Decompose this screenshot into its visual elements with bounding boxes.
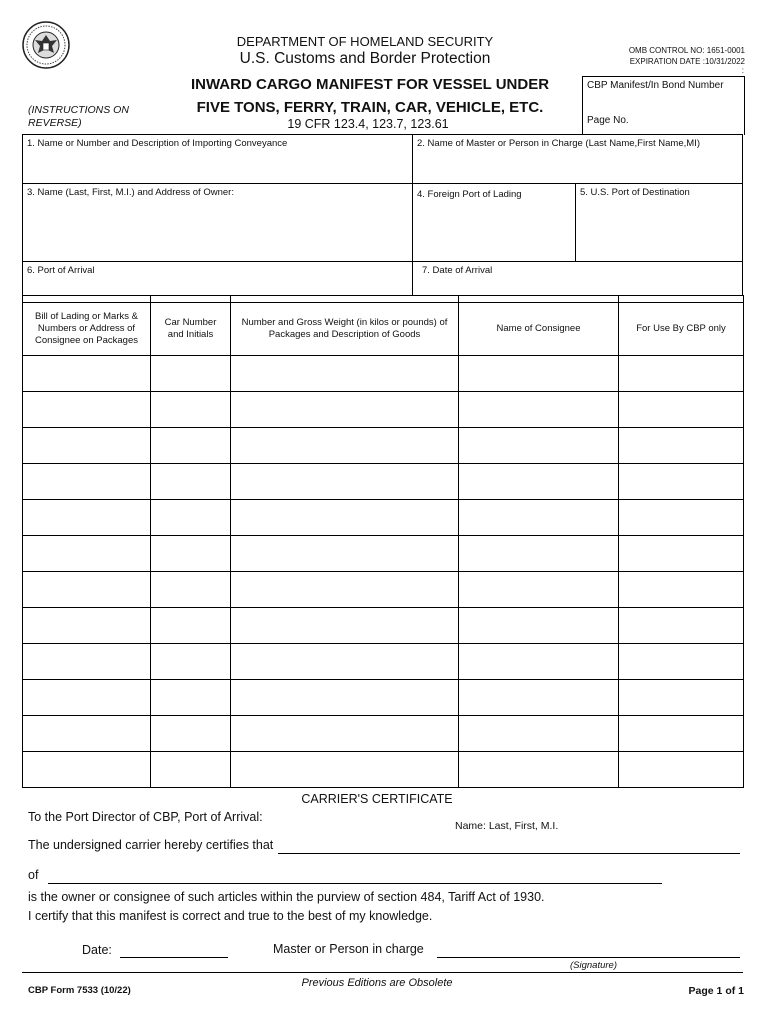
agency-name: U.S. Customs and Border Protection (239, 50, 491, 67)
table-cell[interactable] (231, 392, 459, 428)
table-cell[interactable] (23, 608, 151, 644)
table-row (23, 752, 744, 788)
table-cell[interactable] (459, 392, 619, 428)
table-cell[interactable] (151, 392, 231, 428)
form-title-line1: INWARD CARGO MANIFEST FOR VESSEL UNDER (190, 76, 550, 93)
omb-mark: : (741, 66, 744, 75)
table-row (23, 536, 744, 572)
table-row (23, 572, 744, 608)
table-row (23, 680, 744, 716)
table-cell[interactable] (459, 644, 619, 680)
table-cell[interactable] (619, 752, 744, 788)
table-cell[interactable] (151, 356, 231, 392)
col-header-bill-of-lading: Bill of Lading or Marks & Numbers or Address of Consignee on Packages (23, 303, 151, 356)
table-cell[interactable] (231, 572, 459, 608)
table-cell[interactable] (151, 644, 231, 680)
table-cell[interactable] (151, 572, 231, 608)
table-cell[interactable] (231, 716, 459, 752)
conveyance-field[interactable] (22, 134, 413, 184)
date-label: Date: (82, 943, 112, 957)
owner-field[interactable] (22, 183, 413, 262)
table-cell[interactable] (231, 644, 459, 680)
cfr-reference: 19 CFR 123.4, 123.7, 123.61 (287, 117, 449, 131)
manifest-number-label: CBP Manifest/In Bond Number (587, 80, 724, 91)
table-cell[interactable] (23, 428, 151, 464)
table-cell[interactable] (619, 356, 744, 392)
col-header-cbp-use: For Use By CBP only (619, 303, 744, 356)
dhs-seal-icon (22, 21, 70, 69)
table-cell[interactable] (23, 572, 151, 608)
table-cell[interactable] (231, 428, 459, 464)
carrier-name-line[interactable] (278, 853, 740, 854)
conveyance-label: 1. Name or Number and Description of Importing Conveyance (27, 138, 288, 149)
table-cell[interactable] (231, 752, 459, 788)
table-cell[interactable] (459, 464, 619, 500)
table-cell[interactable] (619, 644, 744, 680)
table-cell[interactable] (459, 608, 619, 644)
master-label: Master or Person in charge (273, 942, 424, 956)
master-field[interactable] (412, 134, 743, 184)
manifest-number-box[interactable] (582, 76, 745, 135)
table-cell[interactable] (231, 536, 459, 572)
instructions-note (28, 104, 178, 130)
table-cell[interactable] (151, 716, 231, 752)
table-cell[interactable] (619, 392, 744, 428)
expiration-date: EXPIRATION DATE :10/31/2022 (629, 57, 745, 66)
us-port-label: 5. U.S. Port of Destination (580, 187, 690, 198)
of-line[interactable] (48, 883, 662, 884)
table-cell[interactable] (231, 356, 459, 392)
owner-label: 3. Name (Last, First, M.I.) and Address of Owner: (27, 187, 234, 198)
table-cell[interactable] (23, 644, 151, 680)
table-row (23, 464, 744, 500)
table-cell[interactable] (231, 680, 459, 716)
master-label: 2. Name of Master or Person in Charge (Last Name,First Name,MI) (417, 138, 700, 149)
certificate-title: CARRIER'S CERTIFICATE (301, 792, 453, 806)
form-number: CBP Form 7533 (10/22) (28, 985, 131, 996)
table-cell[interactable] (151, 464, 231, 500)
table-row (23, 356, 744, 392)
table-cell[interactable] (23, 752, 151, 788)
us-port-field[interactable] (575, 183, 743, 262)
table-cell[interactable] (23, 680, 151, 716)
owner-statement: is the owner or consignee of such articles within the purview of section 484, Tariff Act of 1930. (28, 890, 545, 904)
table-cell[interactable] (151, 680, 231, 716)
footer-divider (22, 972, 743, 973)
table-cell[interactable] (151, 752, 231, 788)
table-cell[interactable] (231, 500, 459, 536)
table-row (23, 644, 744, 680)
table-header-row (23, 303, 744, 356)
col-header-consignee: Name of Consignee (459, 303, 619, 356)
true-statement: I certify that this manifest is correct and true to the best of my knowledge. (28, 909, 433, 923)
table-row (23, 392, 744, 428)
signature-label: (Signature) (570, 960, 617, 971)
table-cell[interactable] (23, 536, 151, 572)
foreign-port-label: 4. Foreign Port of Lading (417, 189, 522, 200)
table-cell[interactable] (619, 428, 744, 464)
omb-info (600, 45, 745, 67)
col-header-car-number: Car Number and Initials (151, 303, 231, 356)
table-row (23, 428, 744, 464)
table-cell[interactable] (231, 464, 459, 500)
col-header-packages: Number and Gross Weight (in kilos or pounds) of Packages and Description of Goods (231, 303, 459, 356)
date-line[interactable] (120, 957, 228, 958)
table-cell[interactable] (619, 464, 744, 500)
instructions-line1: (INSTRUCTIONS ON (28, 104, 129, 116)
form-title-line2: FIVE TONS, FERRY, TRAIN, CAR, VEHICLE, ETC. (196, 99, 544, 116)
table-cell[interactable] (459, 356, 619, 392)
table-cell[interactable] (459, 500, 619, 536)
table-row (23, 716, 744, 752)
table-cell[interactable] (151, 536, 231, 572)
table-cell[interactable] (459, 572, 619, 608)
obsolete-notice: Previous Editions are Obsolete (301, 977, 453, 989)
table-cell[interactable] (23, 392, 151, 428)
table-cell[interactable] (619, 536, 744, 572)
table-row (23, 608, 744, 644)
table-cell[interactable] (23, 464, 151, 500)
table-cell[interactable] (619, 608, 744, 644)
table-cell[interactable] (459, 680, 619, 716)
cargo-table (22, 295, 744, 788)
table-cell[interactable] (23, 500, 151, 536)
page-indicator: Page 1 of 1 (688, 985, 744, 997)
table-body (23, 356, 744, 788)
date-arrival-field[interactable] (412, 261, 743, 296)
table-cell[interactable] (619, 680, 744, 716)
certificate-to-line: To the Port Director of CBP, Port of Arrival: (28, 810, 263, 824)
page-no-label: Page No. (587, 115, 629, 126)
table-cell[interactable] (23, 356, 151, 392)
table-row (23, 500, 744, 536)
table-cell[interactable] (619, 572, 744, 608)
table-cell[interactable] (231, 608, 459, 644)
table-cell[interactable] (619, 500, 744, 536)
of-label: of (28, 868, 39, 882)
table-cell[interactable] (459, 716, 619, 752)
instructions-line2: REVERSE) (28, 117, 82, 129)
signature-line[interactable] (437, 957, 740, 958)
table-cell[interactable] (619, 716, 744, 752)
department-name: DEPARTMENT OF HOMELAND SECURITY (236, 34, 494, 49)
table-cell[interactable] (23, 716, 151, 752)
table-cell[interactable] (459, 536, 619, 572)
table-spacer-row (23, 296, 744, 303)
foreign-port-field[interactable] (412, 183, 576, 262)
port-arrival-field[interactable] (22, 261, 413, 296)
date-arrival-label: 7. Date of Arrival (422, 265, 493, 276)
table-cell[interactable] (459, 428, 619, 464)
table-cell[interactable] (151, 608, 231, 644)
name-hint: Name: Last, First, M.I. (455, 820, 559, 832)
table-cell[interactable] (459, 752, 619, 788)
omb-control-number: OMB CONTROL NO: 1651-0001 (628, 46, 745, 55)
table-cell[interactable] (151, 500, 231, 536)
table-cell[interactable] (151, 428, 231, 464)
certify-line: The undersigned carrier hereby certifies that (28, 838, 274, 852)
port-arrival-label: 6. Port of Arrival (27, 265, 95, 276)
